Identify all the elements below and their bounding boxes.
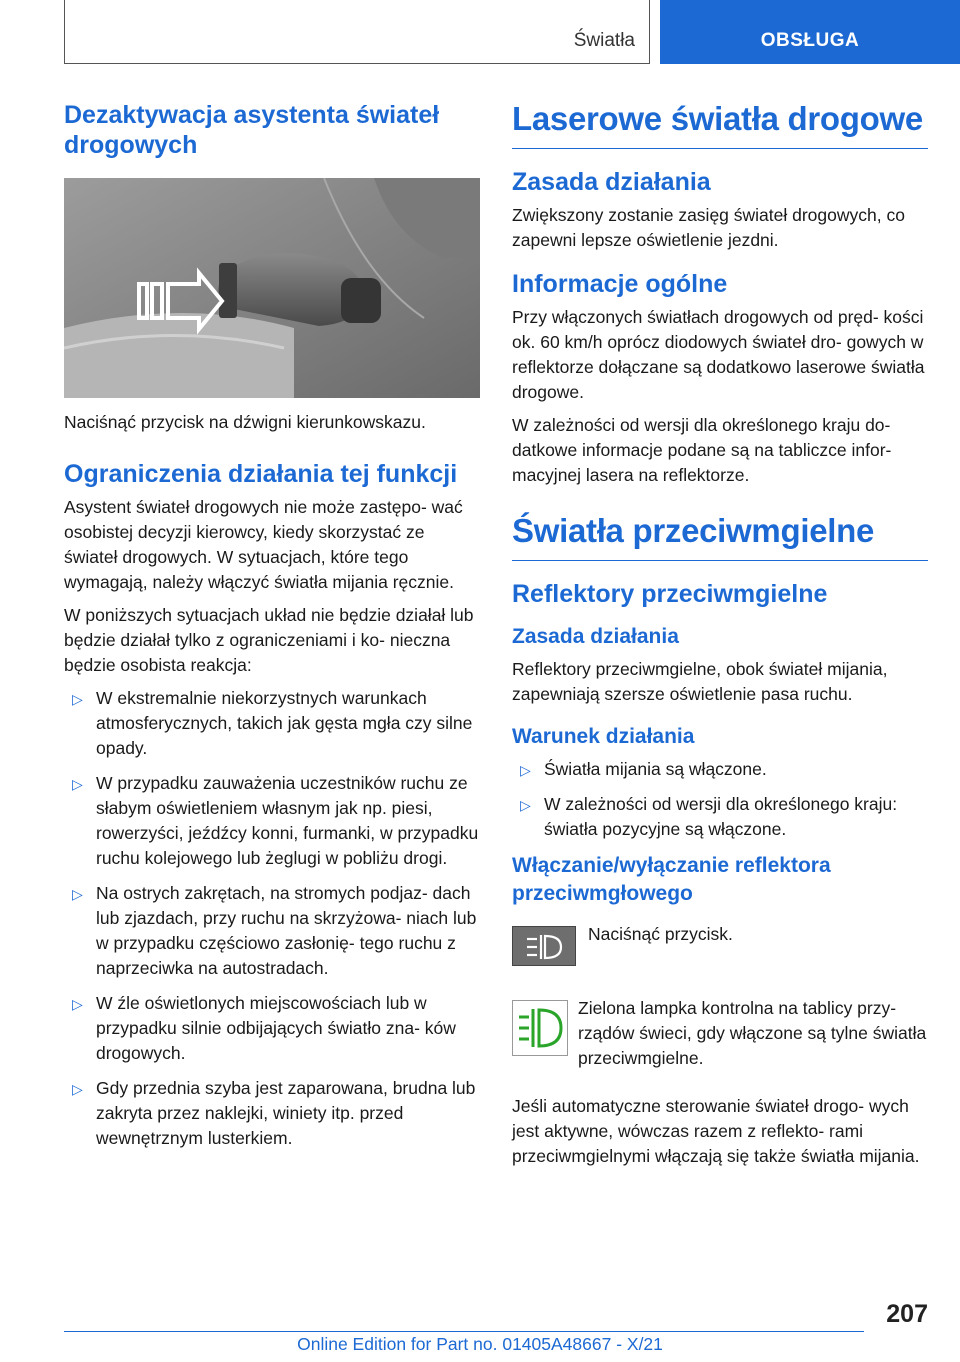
header-chapter-box xyxy=(660,0,960,64)
footer-edition: Online Edition for Part no. 01405A48667 - X/21 xyxy=(297,1334,663,1354)
paragraph-limits-1: Asystent świateł drogowych nie może zastępo- wać osobistej decyzji kierowcy, kiedy skorzystać ze świateł drogowych. W sytuacjach, które tego wymagają, należy włączyć światła mijania ręcznie. xyxy=(64,497,463,592)
page-number: 207 xyxy=(886,1300,928,1328)
heading-switch-fog: Włączanie/wyłączanie reflektora przeciwmgłowego xyxy=(512,854,831,905)
header-chapter-title: OBSŁUGA xyxy=(760,30,860,51)
rear-fog-light-icon xyxy=(512,926,576,966)
list-item: ▷ W przypadku zauważenia uczestników ruchu ze słabym oświetleniem własnym jak np. piesi, rowerzyści, jeźdźcy konni, furmanki, w przypadku ruchu kolejowego lub żeglugi w pobliżu drogi. xyxy=(72,773,479,868)
paragraph-principle: Zwiększony zostanie zasięg świateł drogowych, co zapewni lepsze oświetlenie jezdni. xyxy=(512,205,905,250)
list-item: ▷ Światła mijania są włączone. xyxy=(512,757,928,782)
heading-fog-lights: Światła przeciwmgielne xyxy=(512,512,928,561)
heading-general-info: Informacje ogólne xyxy=(512,270,728,298)
paragraph-fog-principle: Reflektory przeciwmgielne, obok świateł mijania, zapewniają szersze oświetlenie pasa ruchu. xyxy=(512,659,888,704)
list-item: ▷ Na ostrych zakrętach, na stromych podjaz- dach lub zjazdach, przy ruchu na skrzyżowa- niach lub w przypadku częściowo zasłonię- tego ruchu z naprzeciwka na autostradach. xyxy=(72,883,477,978)
triangle-bullet-icon: ▷ xyxy=(520,797,531,813)
turn-signal-lever-figure xyxy=(64,178,480,398)
paragraph-auto-control: Jeśli automatyczne sterowanie świateł drogo- wych jest aktywne, wówczas razem z reflekto- rami przeciwmgielnymi włączają się także światła mijania. xyxy=(512,1096,920,1166)
heading-fog-reflectors: Reflektory przeciwmgielne xyxy=(512,580,828,608)
triangle-bullet-icon: ▷ xyxy=(72,1081,83,1097)
paragraph-general-1: Przy włączonych światłach drogowych od pręd- kości ok. 60 km/h oprócz diodowych świateł dro- gowych w reflektorze dołączane są dodatkowo laserowe światła drogowe. xyxy=(512,307,925,402)
fog-button-row xyxy=(512,922,928,982)
fog-indicator-lamp-icon xyxy=(512,1000,568,1056)
condition-list xyxy=(512,757,928,842)
triangle-bullet-icon: ▷ xyxy=(72,691,83,707)
heading-principle: Zasada działania xyxy=(512,168,711,196)
figure-caption: Naciśnąć przycisk na dźwigni kierunkowskazu. xyxy=(64,412,426,432)
left-column xyxy=(64,100,480,1161)
page-header xyxy=(64,0,960,64)
heading-function-limits: Ograniczenia działania tej funkcji xyxy=(64,460,458,488)
triangle-bullet-icon: ▷ xyxy=(72,996,83,1012)
triangle-bullet-icon: ▷ xyxy=(520,762,531,778)
footer-divider xyxy=(64,1331,864,1332)
header-section-title: Światła xyxy=(573,30,635,51)
list-item: ▷ W zależności od wersji dla określonego kraju: światła pozycyjne są włączone. xyxy=(520,794,898,839)
heading-condition: Warunek działania xyxy=(512,725,695,748)
triangle-bullet-icon: ▷ xyxy=(72,776,83,792)
paragraph-limits-2: W poniższych sytuacjach układ nie będzie działał lub będzie działał tylko z ograniczeniami i ko- nieczna będzie osobista reakcja: xyxy=(64,605,474,675)
list-item: ▷ W źle oświetlonych miejscowościach lub w przypadku silnie odbijających światło zna- ków drogowych. xyxy=(72,993,456,1063)
right-column xyxy=(512,100,928,1177)
fog-lamp-row xyxy=(512,996,928,1080)
header-section-box xyxy=(64,0,650,64)
list-item: ▷ Gdy przednia szyba jest zaparowana, brudna lub zakryta przez naklejki, winiety itp. przed wewnętrznym lusterkiem. xyxy=(72,1078,476,1148)
press-button-text: Naciśnąć przycisk. xyxy=(588,924,733,944)
turn-signal-lever-icon xyxy=(64,178,480,398)
heading-deactivate-assistant: Dezaktywacja asystenta świateł drogowych xyxy=(64,101,440,159)
paragraph-general-2: W zależności od wersji dla określonego kraju do- datkowe informacje podane są na tabliczce infor- macyjnej lasera na reflektorze. xyxy=(512,415,892,485)
list-item: ▷ W ekstremalnie niekorzystnych warunkach atmosferycznych, takich jak gęsta mgła czy silne opady. xyxy=(72,688,473,758)
limits-list xyxy=(64,686,480,1151)
triangle-bullet-icon: ▷ xyxy=(72,886,83,902)
heading-laser-high-beam: Laserowe światła drogowe xyxy=(512,100,928,149)
heading-fog-principle: Zasada działania xyxy=(512,625,679,648)
lamp-description: Zielona lampka kontrolna na tablicy przy- rządów świeci, gdy włączone są tylne światła przeciwmgielne. xyxy=(578,998,927,1068)
